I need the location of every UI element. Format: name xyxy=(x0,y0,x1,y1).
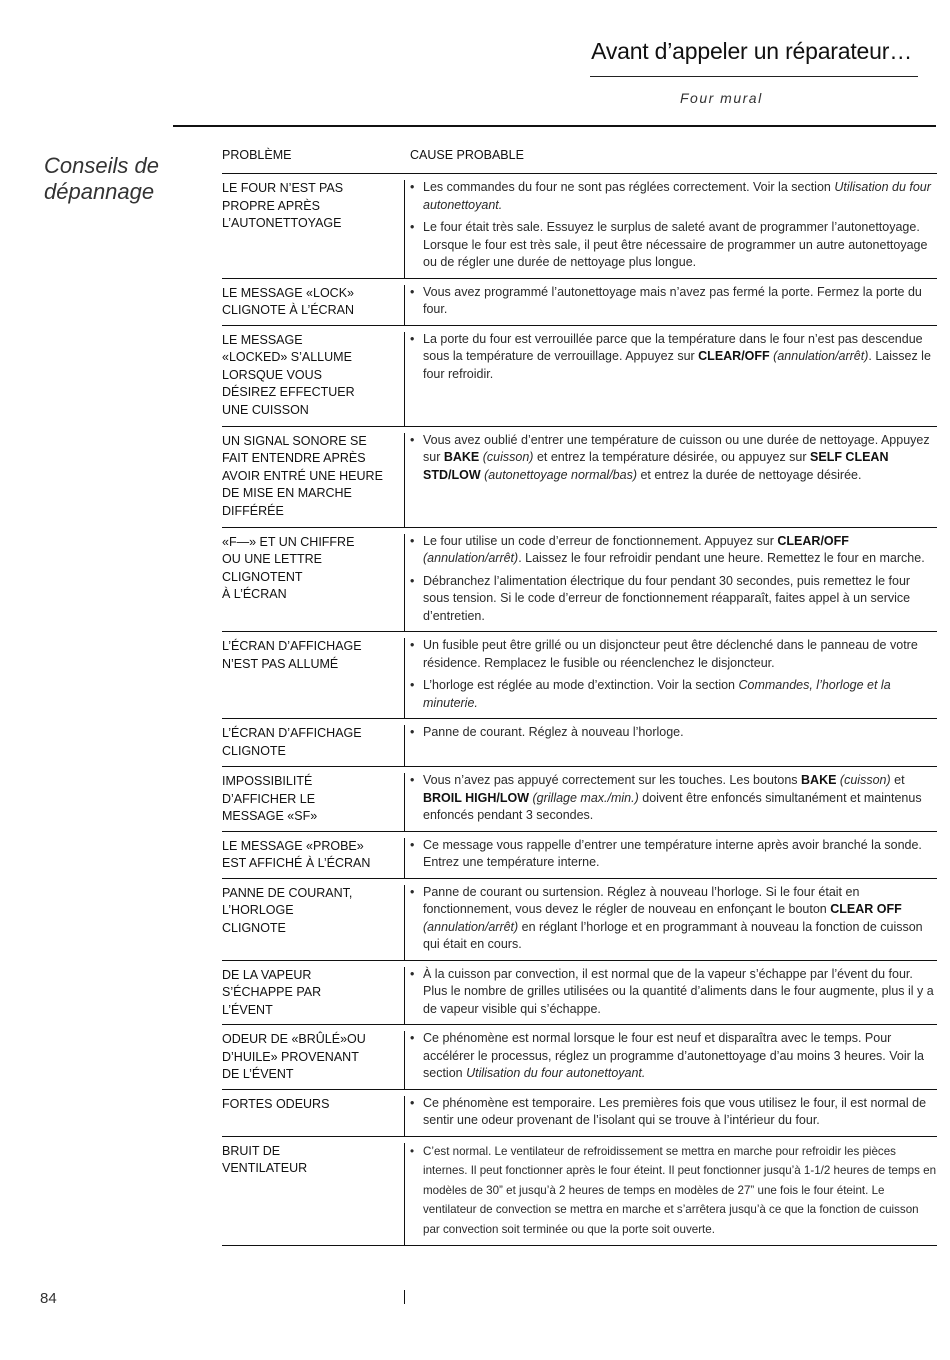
cause-text: Le four utilise un code d’erreur de fonctionnement. Appuyez sur xyxy=(423,533,778,548)
table-row xyxy=(222,879,937,961)
cause-text: La porte du four est verrouillée parce que la température dans le four n’est pas descendue sous la température de verrouillage. Appuyez sur xyxy=(423,331,923,363)
cause-cell xyxy=(410,879,937,960)
italic-reference: (annulation/arrêt) xyxy=(423,919,519,934)
problem-cell: BRUIT DE VENTILATEUR xyxy=(222,1143,308,1175)
cause-text: L’horloge est réglée au mode d’extinction. Voir la section xyxy=(423,678,739,692)
table-row xyxy=(222,961,937,1026)
cause-item xyxy=(410,724,937,742)
problem-cell: LE MESSAGE «LOCK» CLIGNOTE À L’ÉCRAN xyxy=(222,285,355,317)
cause-text: en réglant l’horloge et en programmant à nouveau la fonction de cuisson qui était en cours. xyxy=(423,919,923,951)
table-row xyxy=(222,1137,937,1247)
table-row xyxy=(222,528,937,633)
cause-item xyxy=(410,331,937,384)
table-row xyxy=(222,1090,937,1137)
bullet-icon: • xyxy=(410,966,415,981)
cause-text: Vous n’avez pas appuyé correctement sur les touches. Les boutons xyxy=(423,773,802,787)
cause-item xyxy=(410,772,937,825)
cause-text: doivent être enfoncés simultanément et maintenus enfoncés pendant 3 secondes. xyxy=(423,790,922,822)
problem-cell: LE MESSAGE «PROBE» EST AFFICHÉ À L’ÉCRAN xyxy=(222,838,371,870)
bullet-icon: • xyxy=(410,1031,415,1045)
page-subtitle: Four mural xyxy=(680,90,763,106)
problem-cell: LE MESSAGE «LOCKED» S’ALLUME LORSQUE VOUS DÉSIREZ EFFECTUER UNE CUISSON xyxy=(222,332,355,417)
italic-reference: (grillage max./min.) xyxy=(532,790,639,805)
cause-cell xyxy=(410,961,937,1025)
bullet-icon: • xyxy=(410,573,415,588)
cause-text: Vous avez oublié d’entrer une température de cuisson ou une durée de nettoyage. Appuyez sur xyxy=(423,432,930,464)
cause-text: Les commandes du four ne sont pas réglées correctement. Voir la section xyxy=(423,180,835,194)
cause-text: À la cuisson par convection, il est normal que de la vapeur s’échappe par l’évent du four. Plus le nombre de grilles utilisées ou la quantité d’aliments dans le four augmente, plus il y a de vapeur visible qui s’échappe. xyxy=(423,966,934,1016)
table-row xyxy=(222,427,937,528)
column-header-problem: PROBLÈME xyxy=(222,148,292,162)
key-name: SELF CLEAN STD/LOW xyxy=(423,450,889,482)
cause-item xyxy=(410,1030,937,1083)
bullet-icon: • xyxy=(410,638,415,652)
table-row xyxy=(222,326,937,427)
bullet-icon: • xyxy=(410,331,415,346)
cause-item xyxy=(410,637,937,672)
cause-cell xyxy=(410,1025,937,1089)
bullet-icon: • xyxy=(410,1095,415,1110)
bullet-icon: • xyxy=(410,773,415,787)
italic-reference: (annulation/arrêt) xyxy=(423,551,519,565)
cause-cell xyxy=(410,279,937,325)
cause-item xyxy=(410,179,937,214)
cause-item xyxy=(410,573,937,626)
table-row xyxy=(222,767,937,832)
cause-text: et entrez la température désirée, ou appuyez sur xyxy=(533,450,811,464)
page-title: Avant d’appeler un réparateur… xyxy=(591,38,912,64)
table-row xyxy=(222,832,937,879)
table-header xyxy=(222,148,937,168)
header-divider xyxy=(590,76,918,77)
cause-text: C’est normal. Le ventilateur de refroidissement se mettra en marche pour refroidir les pièces internes. Il peut fonctionner après le four éteint. Il peut fonctionner jusqu’à 1-1/2 heures de temps en modèles de 30” et jusqu’à 2 heures de temps en modèles de 27” une fois le four éteint. Le ventilateur de convection se mettra en marche et s’arrêtera jusqu’à ce que la fonction de cuisson par convection soit terminée ou que la porte soit ouverte. xyxy=(423,1144,937,1236)
cause-cell xyxy=(410,767,937,831)
page-number: 84 xyxy=(40,1290,57,1307)
cause-text: et xyxy=(890,773,905,787)
cause-text: Ce message vous rappelle d’entrer une température interne après avoir branché la sonde. Entrez une température interne. xyxy=(423,837,922,869)
cause-item xyxy=(410,219,937,272)
italic-reference: (cuisson) xyxy=(839,773,891,787)
top-divider xyxy=(173,125,936,127)
cause-cell xyxy=(410,326,937,390)
italic-reference: (autonettoyage normal/bas) xyxy=(484,467,637,482)
cause-item xyxy=(410,284,937,319)
italic-reference: Utilisation du four autonettoyant. xyxy=(466,1066,646,1080)
cause-item xyxy=(410,966,937,1019)
table-row xyxy=(222,279,937,326)
cause-item xyxy=(410,533,937,568)
cause-cell xyxy=(410,174,937,278)
italic-reference: Utilisation du four autonettoyant. xyxy=(423,180,931,212)
problem-cell: «F—» ET UN CHIFFRE OU UNE LETTRE CLIGNOTENT À L’ÉCRAN xyxy=(222,534,355,601)
problem-cell: FORTES ODEURS xyxy=(222,1096,330,1111)
cause-cell xyxy=(410,632,937,718)
table-row xyxy=(222,632,937,719)
bullet-icon: • xyxy=(410,725,415,739)
problem-cell: PANNE DE COURANT, L’HORLOGE CLIGNOTE xyxy=(222,885,353,935)
cause-cell xyxy=(410,832,937,878)
key-name: CLEAR OFF xyxy=(830,902,902,916)
cause-text: . Laissez le four refroidir. xyxy=(423,349,931,381)
bullet-icon: • xyxy=(410,284,415,299)
section-title-line-1: Conseils de xyxy=(44,153,159,178)
problem-cell: DE LA VAPEUR S’ÉCHAPPE PAR L’ÉVENT xyxy=(222,967,322,1017)
column-divider-end xyxy=(404,1290,405,1304)
cause-cell xyxy=(410,719,937,748)
cause-cell xyxy=(410,427,937,491)
cause-text: Le four était très sale. Essuyez le surplus de saleté avant de programmer l’autonettoyage. Lorsque le four est très sale, il peut être nécessaire de programmer un autre autonettoyage ou de régler une durée de nettoyage plus longue. xyxy=(423,220,928,269)
problem-cell: ODEUR DE «BRÛLÉ»OU D’HUILE» PROVENANT DE L’ÉVENT xyxy=(222,1032,366,1081)
cause-item xyxy=(410,677,937,712)
cause-text: Ce phénomène est normal lorsque le four est neuf et disparaîtra avec le temps. Pour accélérer le processus, réglez un programme d’autonettoyage d’au moins 3 heures. Voir la section xyxy=(423,1031,924,1080)
bullet-icon: • xyxy=(410,180,415,194)
section-title-line-2: dépannage xyxy=(44,179,155,204)
bullet-icon: • xyxy=(410,220,415,234)
cause-item xyxy=(410,1142,937,1240)
key-name: BROIL HIGH/LOW xyxy=(423,790,530,805)
cause-text: Panne de courant ou surtension. Réglez à nouveau l’horloge. Si le four était en fonctionnement, vous devez le régler de nouveau en enfonçant le bouton xyxy=(423,884,860,916)
cause-item xyxy=(410,837,937,872)
bullet-icon: • xyxy=(410,432,415,447)
bullet-icon: • xyxy=(410,678,415,692)
cause-cell xyxy=(410,528,937,632)
key-name: BAKE xyxy=(443,450,480,464)
cause-text: Ce phénomène est temporaire. Les premières fois que vous utilisez le four, il est normal de sentir une odeur provenant de l’isolant qui se trouve à l’intérieur du four. xyxy=(423,1095,927,1127)
bullet-icon: • xyxy=(410,1144,415,1158)
cause-text: Vous avez programmé l’autonettoyage mais n’avez pas fermé la porte. Fermez la porte du four. xyxy=(423,284,922,316)
key-name: CLEAR/OFF xyxy=(698,349,770,363)
table-row xyxy=(222,1025,937,1090)
key-name: BAKE xyxy=(801,773,837,787)
bullet-icon: • xyxy=(410,533,415,548)
cause-text: et entrez la durée de nettoyage désirée. xyxy=(637,467,862,482)
table-row xyxy=(222,174,937,279)
italic-reference: (cuisson) xyxy=(482,450,534,464)
problem-cell: UN SIGNAL SONORE SE FAIT ENTENDRE APRÈS AVOIR ENTRÉ UNE HEURE DE MISE EN MARCHE DIFFÉRÉE xyxy=(222,433,383,518)
column-header-cause: CAUSE PROBABLE xyxy=(410,148,524,162)
bullet-icon: • xyxy=(410,884,415,899)
section-title xyxy=(44,153,159,205)
problem-cell: L’ÉCRAN D’AFFICHAGE N’EST PAS ALLUMÉ xyxy=(222,639,362,671)
key-name: CLEAR/OFF xyxy=(777,533,849,548)
bullet-icon: • xyxy=(410,837,415,852)
table-row xyxy=(222,719,937,767)
italic-reference: Commandes, l’horloge et la minuterie. xyxy=(423,678,891,710)
cause-text: Panne de courant. Réglez à nouveau l’horloge. xyxy=(423,725,684,739)
cause-cell xyxy=(410,1137,937,1246)
cause-text: Un fusible peut être grillé ou un disjoncteur peut être déclenché dans le panneau de votre résidence. Remplacez le fusible ou réenclenchez le disjoncteur. xyxy=(423,638,918,670)
cause-text: Débranchez l’alimentation électrique du four pendant 30 secondes, puis remettez le four sous tension. Si le code d’erreur de fonctionnement réapparaît, faites appel à un service d’entretien. xyxy=(423,573,911,623)
cause-item xyxy=(410,884,937,954)
cause-item xyxy=(410,432,937,485)
cause-text: . Laissez le four refroidir pendant une heure. Remettez le four en marche. xyxy=(518,551,925,565)
cause-item xyxy=(410,1095,937,1130)
problem-cell: IMPOSSIBILITÉ D’AFFICHER LE MESSAGE «SF» xyxy=(222,774,318,823)
italic-reference: (annulation/arrêt) xyxy=(773,349,869,363)
cause-cell xyxy=(410,1090,937,1136)
problem-cell: LE FOUR N’EST PAS PROPRE APRÈS L’AUTONETTOYAGE xyxy=(222,181,344,230)
problem-cell: L’ÉCRAN D’AFFICHAGE CLIGNOTE xyxy=(222,726,362,758)
troubleshooting-table xyxy=(222,174,937,1246)
